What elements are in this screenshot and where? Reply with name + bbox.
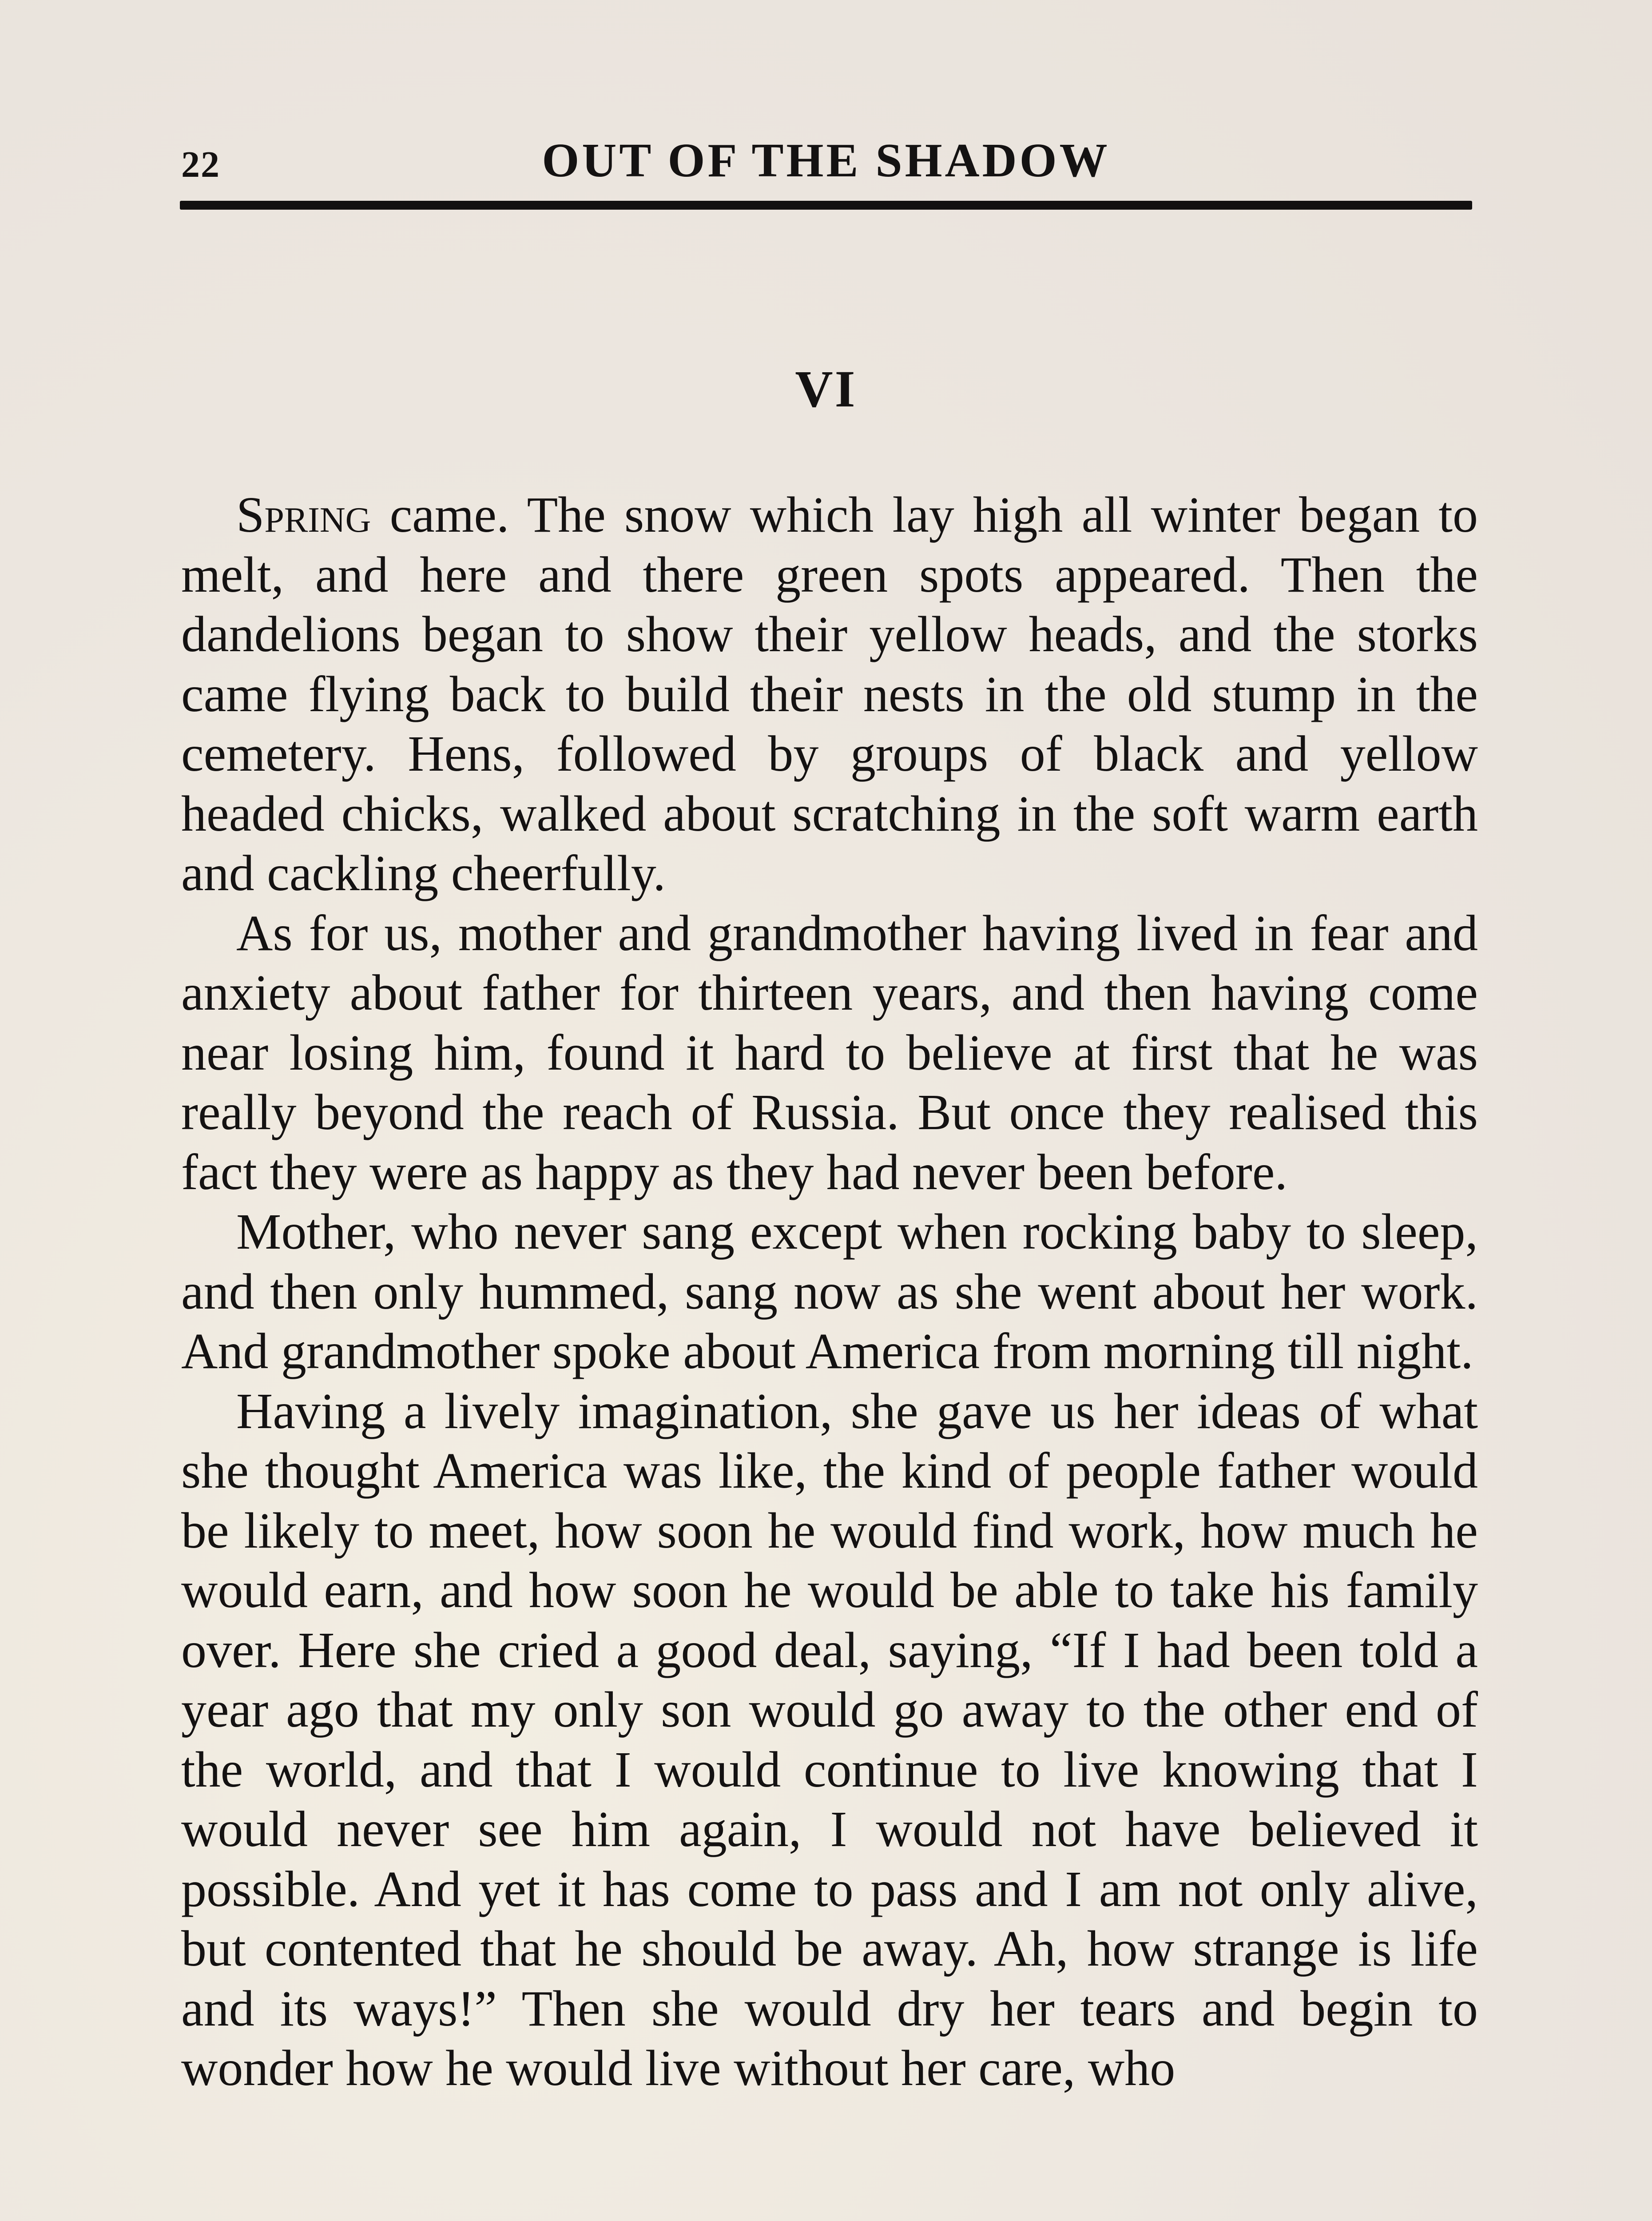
chapter-number: VI	[795, 360, 857, 418]
page-number: 22	[181, 144, 220, 185]
paragraph-3: Mother, who never sang except when rocking baby to sleep, and then only hummed, sang now as she went about her work. And grandmother spoke about America from morning till night.	[181, 1203, 1478, 1379]
paragraph-1-text: came. The snow which lay high all winter began to melt, and here and there green spots appeared. Then the dandelions began to show their yellow heads, and the storks came flying back to build their nests in the old stump in the cemetery. Hens, followed by groups of black and yellow headed chicks, walked about scratching in the soft warm earth and cackling cheerfully.	[181, 486, 1478, 901]
running-head	[181, 129, 1471, 200]
lead-word: Spring	[236, 486, 371, 543]
chapter-body	[181, 485, 1478, 2098]
paragraph-4: Having a lively imagination, she gave us her ideas of what she thought America was like, the kind of people father would be likely to meet, how soon he would find work, how much he would earn, and how soon he would be able to take his family over. Here she cried a good deal, saying, “If I had been told a year ago that my only son would go away to the other end of the world, and that I would continue to live knowing that I would never see him again, I would not have believed it possible. And yet it has come to pass and I am not only alive, but contented that he should be away. Ah, how strange is life and its ways!” Then she would dry her tears and begin to wonder how he would live without her care, who	[181, 1382, 1478, 2096]
header-rule	[180, 201, 1472, 210]
paragraph-2: As for us, mother and grandmother having lived in fear and anxiety about father for thirteen years, and then having come near losing him, found it hard to believe at first that he was really beyond the reach of Russia. But once they realised this fact they were as happy as they had never been before.	[181, 904, 1478, 1200]
paragraph-1	[181, 485, 1478, 904]
book-title: OUT OF THE SHADOW	[542, 134, 1110, 187]
